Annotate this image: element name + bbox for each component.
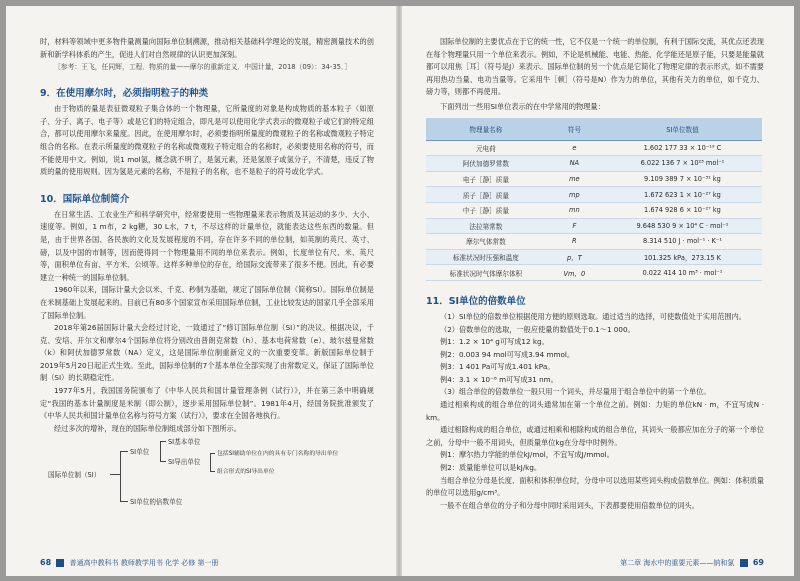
table-row bbox=[426, 265, 762, 281]
section-11-title: 11．SI单位的倍数单位 bbox=[426, 295, 526, 307]
table-cell: 标准状况时压强和温度 bbox=[426, 249, 546, 265]
diagram-root: 国际单位制（SI） bbox=[48, 471, 101, 480]
table-row bbox=[426, 249, 762, 265]
table-row bbox=[426, 202, 762, 218]
left-page-number: 68 bbox=[40, 558, 52, 567]
section-10-para-1: 在日常生活、工农业生产和科学研究中，经常要使用一些物理量来表示物质及其运动的多少、大小、速度等。例如，1 m布，2 kg糖，30 L水，7 t，不尽这样的计量单位，就能表达这些东西的数量。但是，由于世界各国、各民族的文化及发展程度的不同，存在许多不同的单位制，如英制的英尺、英寸、磅，以及中国的市制等，因而使得同一个物理量用不同的单位来表示。例如，长度单位有尺、米、英尺等，面积单位有亩、平方米、公顷等。这样多种单位的存在，给国际交流带来了很多不便。因此，有必要建立一种统一的国际单位制。 bbox=[40, 209, 374, 282]
diagram-si-units: SI单位 bbox=[130, 448, 150, 457]
table-row bbox=[426, 218, 762, 234]
table-cell: 1.602 177 33 × 10⁻¹⁹ C bbox=[603, 140, 762, 156]
diagram-multiple-units: SI单位的倍数单位 bbox=[130, 498, 183, 507]
section-10-para-3: 2018年第26届国际计量大会经过讨论，一致通过了“修订国际单位制（SI）”的决议。根据决议，千克、安培、开尔文和摩尔4个国际单位将分别改由普朗克常数（h）、基本电荷常数（e）、玻尔兹曼常数（k）和阿伏加德罗常数（NA）定义，这是国际单位制重新定义的一次重要变革。新版国际单位制于2019年5月20日起正式生效。至此，国际单位制的7个基本单位全部实现了由常数定义，保证了国际单位制（SI）的长期稳定性。 bbox=[40, 323, 374, 383]
table-row bbox=[426, 234, 762, 250]
table-header-value: SI单位数值 bbox=[603, 118, 762, 141]
footer-marker-icon bbox=[740, 559, 748, 567]
section-10-para-2: 1960年以来，国际计量大会以米、千克、秒制为基础，规定了国际单位制（简称SI）。国际单位制是在米制基础上发展起来的。目前已有80多个国家宣布采用国际单位制，工业比较发达的国家几乎全部采用了国际单位制。 bbox=[40, 285, 374, 320]
table-row bbox=[426, 187, 762, 203]
section-10-title: 10．国际单位制简介 bbox=[40, 193, 130, 205]
table-row bbox=[426, 171, 762, 187]
table-cell: Vm，0 bbox=[546, 265, 603, 281]
table-cell: NA bbox=[546, 156, 603, 172]
footer-marker-icon bbox=[56, 559, 64, 567]
example-3: 例3：1 401 Pa可写成1.401 kPa。 bbox=[440, 362, 555, 372]
reference-note: ［参考：王飞，任同辉，工程．物质的量——摩尔的重新定义．中国计量，2018（09）：34-35．］ bbox=[54, 63, 352, 72]
table-cell: 摩尔气体常数 bbox=[426, 234, 546, 250]
si-structure-diagram bbox=[40, 439, 374, 511]
right-para-1: 国际单位制的主要优点在于它的统一性，它不仅是一个统一的单位制，有利于国际交流，其优点还表现在每个物理量只用一个单位来表示。例如，不论是机械能、电能、热能、化学能还是原子能，只要是能量就都可以用焦［耳］（符号是J）来表示。国际单位制的另一个优点是它简化了物理定律的表示形式，如不需要再用热功当量、电功当量等。它采用牛［顿］（符号是N）作为力的单位，其他有关力的单位，如千克力、磅力等，则都不再使用。 bbox=[426, 37, 764, 97]
table-cell: 法拉第常数 bbox=[426, 218, 546, 234]
table-cell: 101.325 kPa，273.15 K bbox=[603, 249, 762, 265]
table-cell: mp bbox=[546, 187, 603, 203]
diagram-combined-derived: 组合形式的SI导出单位 bbox=[217, 469, 275, 476]
section-10-para-5: 经过多次的增补，现在的国际单位制组成部分如下图所示。 bbox=[54, 423, 241, 433]
section-11-para-3: （3）组合单位的倍数单位一般只用一个词头，并尽量用于组合单位中的第一个单位。 bbox=[440, 387, 711, 397]
right-footer bbox=[620, 558, 764, 568]
section-11-para-2: （2）倍数单位的选取，一般应使量的数值处于0.1～1 000。 bbox=[440, 324, 635, 334]
table-header-symbol: 符号 bbox=[546, 118, 603, 141]
diagram-base-units: SI基本单位 bbox=[168, 438, 201, 447]
table-cell: F bbox=[546, 218, 603, 234]
table-header-name: 物理量名称 bbox=[426, 118, 546, 141]
table-cell: 8.314 510 J · mol⁻¹ · K⁻¹ bbox=[603, 234, 762, 250]
diagram-special-derived: 包括SI辅助单位在内的具有专门名称的导出单位 bbox=[217, 451, 339, 458]
table-cell: 0.022 414 10 m³ · mol⁻¹ bbox=[603, 265, 762, 281]
table-cell: 质子［静］质量 bbox=[426, 187, 546, 203]
section-11-para-6: 当组合单位分母是长度、面积和体积单位时，分母中可以选用某些词头构成倍数单位。例如：体积质量的单位可以选用g/cm³。 bbox=[426, 475, 764, 498]
table-cell: 1.672 623 1 × 10⁻²⁷ kg bbox=[603, 187, 762, 203]
table-cell: 中子［静］质量 bbox=[426, 202, 546, 218]
table-cell: mn bbox=[546, 202, 603, 218]
section-11-para-5: 通过相除构成的组合单位，或通过相乘和相除构成的组合单位，其词头一般都应加在分子的第一个单位之前，分母中一般不用词头，但质量单位kg在分母中时例外。 bbox=[426, 425, 764, 447]
table-row bbox=[426, 156, 762, 172]
table-cell: 元电荷 bbox=[426, 140, 546, 156]
right-footer-text: 第二章 海水中的重要元素——钠和氯 bbox=[620, 559, 735, 567]
section-11-para-1: （1）SI单位的倍数单位根据使用方便的原则选取。通过适当的选择，可使数值处于实用范围内。 bbox=[440, 311, 746, 321]
table-cell: 电子［静］质量 bbox=[426, 171, 546, 187]
section-10-para-4: 1977年5月，我国国务院颁布了《中华人民共和国计量管理条例（试行）》，并在第三条中明确规定“我国的基本计量制度是米制（即公制），逐步采用国际单位制”。1981年4月，经国务院批准颁发了《中华人民共和国计量单位名称与符号方案（试行）》，要求在全国各地执行。 bbox=[40, 386, 374, 421]
left-top-paragraph: 时，材料等领域中更多物件量测量向国际单位制溯源，推动相关基础科学理论的发展，精密测量技术的创新和新学科体系的产生，促进人们对自然规律的认识更加深刻。 bbox=[40, 37, 374, 59]
left-footer-text: 普通高中教科书 教师教学用书 化学 必修 第一册 bbox=[69, 559, 219, 567]
table-row bbox=[426, 140, 762, 156]
section-11-para-7: 一般不在组合单位的分子和分母中同时采用词头，下表都要使用倍数单位的词头。 bbox=[440, 500, 699, 510]
left-footer bbox=[40, 558, 219, 568]
right-page bbox=[402, 6, 794, 576]
table-cell: 9.648 530 9 × 10⁴ C · mol⁻¹ bbox=[603, 218, 762, 234]
example-2: 例2：0.003 94 mol可写成3.94 mmol。 bbox=[440, 349, 575, 359]
table-cell: 1.674 928 6 × 10⁻²⁷ kg bbox=[603, 202, 762, 218]
left-page bbox=[6, 6, 396, 576]
table-cell: 阿伏加德罗常数 bbox=[426, 156, 546, 172]
table-caption: 下面列出一些用SI单位表示的在中学常用的物理量： bbox=[440, 101, 605, 111]
table-cell: R bbox=[546, 234, 603, 250]
section-9-text: 由于物质的量是表征微观粒子集合体的一个物理量，它所量度的对象是构成物质的基本粒子（如原子、分子、离子、电子等）或是它们的特定组合，即凡是可以使用化学式表示的微观粒子或它们的特定组合，都可以使用摩尔来量度。因此，在使用摩尔时，必须要指明所量度的微观粒子的名称或微观粒子特定组合的名称。在表示所量度的微观粒子的名称或微观粒子特定组合的名称时，必须要使用名称的符号，而不能使用中文。例如，说1 mol氢，概念就不明了，是氢元素，还是氢原子或氢分子，不清楚，违反了物质的量的使用规则。因为氢是元素的名称，不是粒子的名称，也不是粒子的符号或化学式。 bbox=[40, 104, 374, 177]
table-header-row bbox=[426, 118, 762, 141]
si-constants-table bbox=[426, 118, 762, 281]
example-4: 例4：3.1 × 10⁻⁸ m可写成31 nm。 bbox=[440, 374, 558, 384]
table-cell: me bbox=[546, 171, 603, 187]
example-6: 例2：质量能单位可以是kJ/kg。 bbox=[440, 463, 542, 473]
table-cell: 标准状况时气体摩尔体积 bbox=[426, 265, 546, 281]
section-9-title: 9．在使用摩尔时，必须指明粒子的种类 bbox=[40, 88, 209, 100]
right-page-number: 69 bbox=[752, 558, 764, 567]
diagram-derived-units: SI导出单位 bbox=[168, 458, 201, 467]
example-5: 例1：摩尔热力学能的单位kJ/mol，不宜写成J/mmol。 bbox=[440, 450, 614, 460]
table-cell: 6.022 136 7 × 10²³ mol⁻¹ bbox=[603, 156, 762, 172]
section-11-para-4: 通过相乘构成的组合单位的词头通常加在第一个单位之前。例如：力矩的单位kN · m，不宜写成N · km。 bbox=[426, 400, 764, 422]
table-cell: 9.109 389 7 × 10⁻³¹ kg bbox=[603, 171, 762, 187]
table-cell: e bbox=[546, 140, 603, 156]
example-1: 例1：1.2 × 10⁴ g可写成12 kg。 bbox=[440, 337, 549, 347]
table-cell: p，T bbox=[546, 249, 603, 265]
